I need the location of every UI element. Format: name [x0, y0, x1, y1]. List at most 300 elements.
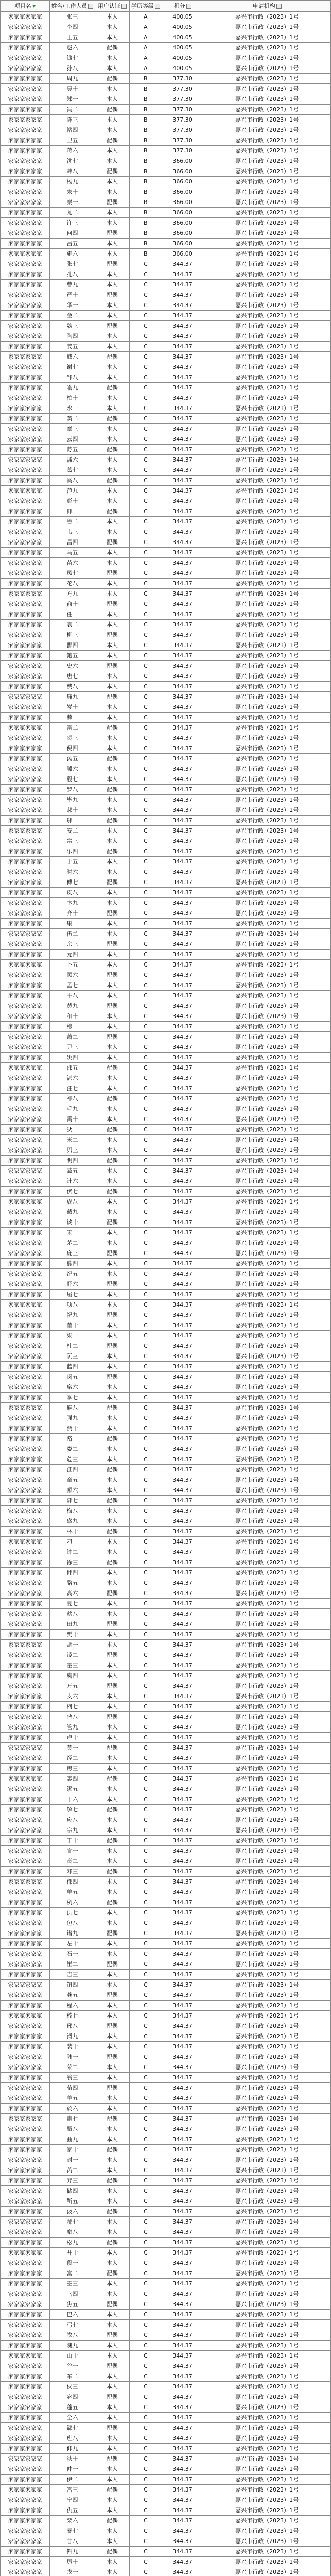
table-row[interactable] [1, 1403, 331, 1413]
table-cell[interactable]: C [129, 2207, 162, 2217]
table-cell[interactable]: 嘉兴市行政（2023）1号 [203, 465, 331, 476]
table-cell[interactable]: 家家家家家家 [1, 1784, 50, 1794]
table-cell[interactable]: 344.37 [162, 1197, 203, 1207]
table-cell[interactable]: 344.37 [162, 2361, 203, 2371]
table-cell[interactable]: C [129, 836, 162, 846]
table-cell[interactable]: 嘉兴市行政（2023）1号 [203, 1887, 331, 1897]
table-row[interactable] [1, 1588, 331, 1599]
table-cell[interactable]: 家家家家家家 [1, 1434, 50, 1444]
table-cell[interactable]: 本人 [95, 1671, 129, 1681]
table-cell[interactable]: 家家家家家家 [1, 1187, 50, 1197]
table-cell[interactable]: 嘉兴市行政（2023）1号 [203, 2495, 331, 2505]
table-cell[interactable]: 嘉兴市行政（2023）1号 [203, 599, 331, 609]
filter-icon[interactable] [88, 4, 93, 9]
table-row[interactable] [1, 177, 331, 187]
table-cell[interactable]: C [129, 1774, 162, 1784]
table-cell[interactable]: C [129, 1125, 162, 1135]
table-cell[interactable]: 嘉兴市行政（2023）1号 [203, 1588, 331, 1599]
table-cell[interactable]: 嘉兴市行政（2023）1号 [203, 991, 331, 1001]
table-cell[interactable]: C [129, 1496, 162, 1506]
table-cell[interactable]: 344.37 [162, 269, 203, 280]
table-cell[interactable]: 本人 [95, 331, 129, 342]
table-cell[interactable]: 344.37 [162, 1372, 203, 1382]
table-cell[interactable]: A [129, 22, 162, 32]
table-cell[interactable]: 家家家家家家 [1, 2073, 50, 2083]
table-cell[interactable]: 嘉兴市行政（2023）1号 [203, 671, 331, 682]
table-cell[interactable]: 家家家家家家 [1, 1537, 50, 1547]
table-cell[interactable]: 家家家家家家 [1, 1527, 50, 1537]
table-cell[interactable]: 本人 [95, 1073, 129, 1083]
table-cell[interactable]: 本人 [95, 733, 129, 743]
table-cell[interactable]: 家家家家家家 [1, 352, 50, 362]
table-cell[interactable]: 吴十 [50, 84, 95, 94]
table-cell[interactable]: 应八 [50, 1815, 95, 1825]
table-row[interactable] [1, 2526, 331, 2536]
table-cell[interactable]: 费八 [50, 682, 95, 692]
table-row[interactable] [1, 877, 331, 888]
table-cell[interactable]: 本人 [95, 1856, 129, 1867]
table-row[interactable] [1, 692, 331, 702]
table-cell[interactable]: C [129, 414, 162, 424]
table-cell[interactable]: 嘉兴市行政（2023）1号 [203, 2083, 331, 2093]
table-row[interactable] [1, 2268, 331, 2279]
table-cell[interactable]: 本人 [95, 1238, 129, 1248]
table-cell[interactable]: 本人 [95, 94, 129, 105]
table-row[interactable] [1, 1712, 331, 1722]
table-cell[interactable]: 谢七 [50, 362, 95, 372]
table-cell[interactable]: 344.37 [162, 816, 203, 826]
table-cell[interactable]: 家家家家家家 [1, 1640, 50, 1650]
table-cell[interactable]: C [129, 2268, 162, 2279]
table-cell[interactable]: 家家家家家家 [1, 692, 50, 702]
table-cell[interactable]: A [129, 12, 162, 22]
table-cell[interactable]: 家家家家家家 [1, 2341, 50, 2351]
table-cell[interactable]: 余三 [50, 939, 95, 950]
table-cell[interactable]: 本人 [95, 1691, 129, 1702]
table-cell[interactable]: 344.37 [162, 1207, 203, 1217]
table-cell[interactable]: 陆一 [50, 2052, 95, 2062]
table-cell[interactable]: 段一 [50, 2258, 95, 2268]
table-cell[interactable]: 本人 [95, 2248, 129, 2258]
table-cell[interactable]: 344.37 [162, 950, 203, 960]
table-cell[interactable]: 嘉兴市行政（2023）1号 [203, 2062, 331, 2073]
table-cell[interactable]: C [129, 1382, 162, 1393]
table-cell[interactable]: C [129, 1187, 162, 1197]
table-row[interactable] [1, 300, 331, 311]
table-cell[interactable]: C [129, 713, 162, 723]
table-cell[interactable]: 殷七 [50, 774, 95, 785]
table-cell[interactable]: 羊五 [50, 2093, 95, 2104]
table-cell[interactable]: 嘉兴市行政（2023）1号 [203, 1197, 331, 1207]
table-cell[interactable]: 本人 [95, 2567, 129, 2576]
table-cell[interactable]: 本人 [95, 795, 129, 805]
table-cell[interactable]: 344.37 [162, 1351, 203, 1362]
table-row[interactable] [1, 1217, 331, 1228]
table-cell[interactable]: 嘉兴市行政（2023）1号 [203, 63, 331, 74]
table-cell[interactable]: 嘉兴市行政（2023）1号 [203, 2093, 331, 2104]
table-cell[interactable]: 本人 [95, 1485, 129, 1496]
table-cell[interactable]: 家家家家家家 [1, 640, 50, 651]
table-cell[interactable]: 昌四 [50, 537, 95, 548]
table-cell[interactable]: 吕五 [50, 239, 95, 249]
table-row[interactable] [1, 1125, 331, 1135]
table-cell[interactable]: 家家家家家家 [1, 1403, 50, 1413]
table-cell[interactable]: 366.00 [162, 218, 203, 228]
table-cell[interactable]: 配偶 [95, 1743, 129, 1753]
table-cell[interactable]: C [129, 754, 162, 764]
table-cell[interactable]: 家家家家家家 [1, 455, 50, 465]
table-cell[interactable]: C [129, 1619, 162, 1630]
table-cell[interactable]: 家家家家家家 [1, 702, 50, 713]
table-cell[interactable]: C [129, 2227, 162, 2238]
table-cell[interactable]: 嘉兴市行政（2023）1号 [203, 919, 331, 929]
table-cell[interactable]: 344.37 [162, 1506, 203, 1516]
table-cell[interactable]: 家家家家家家 [1, 1619, 50, 1630]
table-cell[interactable]: 家家家家家家 [1, 2361, 50, 2371]
table-cell[interactable]: 家家家家家家 [1, 723, 50, 733]
table-cell[interactable]: 377.30 [162, 74, 203, 84]
table-cell[interactable]: 嘉兴市行政（2023）1号 [203, 1619, 331, 1630]
table-cell[interactable]: C [129, 2547, 162, 2557]
table-cell[interactable]: 本人 [95, 2165, 129, 2176]
table-cell[interactable]: 366.00 [162, 249, 203, 259]
table-cell[interactable]: 嘉兴市行政（2023）1号 [203, 774, 331, 785]
table-cell[interactable]: 344.37 [162, 2433, 203, 2444]
table-cell[interactable]: 344.37 [162, 1990, 203, 2001]
table-row[interactable] [1, 846, 331, 857]
table-cell[interactable]: 夏七 [50, 1599, 95, 1609]
table-cell[interactable]: 嘉兴市行政（2023）1号 [203, 2155, 331, 2165]
table-cell[interactable]: 嘉兴市行政（2023）1号 [203, 2031, 331, 2042]
table-cell[interactable]: 家家家家家家 [1, 403, 50, 414]
table-cell[interactable]: 配偶 [95, 1217, 129, 1228]
table-cell[interactable]: 344.37 [162, 362, 203, 372]
table-cell[interactable]: 家家家家家家 [1, 1568, 50, 1578]
table-cell[interactable]: 嘉兴市行政（2023）1号 [203, 558, 331, 568]
table-cell[interactable]: 配偶 [95, 1527, 129, 1537]
table-cell[interactable]: 嘉兴市行政（2023）1号 [203, 362, 331, 372]
table-cell[interactable]: 鲁二 [50, 517, 95, 527]
table-cell[interactable]: 本人 [95, 2557, 129, 2567]
table-cell[interactable]: 林十 [50, 1527, 95, 1537]
table-cell[interactable]: 家家家家家家 [1, 1022, 50, 1032]
table-cell[interactable]: C [129, 1094, 162, 1104]
table-row[interactable] [1, 733, 331, 743]
table-cell[interactable]: 配偶 [95, 383, 129, 393]
table-row[interactable] [1, 2382, 331, 2392]
table-row[interactable] [1, 1444, 331, 1454]
table-cell[interactable]: 嘉兴市行政（2023）1号 [203, 383, 331, 393]
table-cell[interactable]: 344.37 [162, 1465, 203, 1475]
table-cell[interactable]: 家家家家家家 [1, 1207, 50, 1217]
table-cell[interactable]: 栾六 [50, 2516, 95, 2526]
table-cell[interactable]: 344.37 [162, 2165, 203, 2176]
table-row[interactable] [1, 970, 331, 980]
table-cell[interactable]: B [129, 74, 162, 84]
table-cell[interactable]: 嘉兴市行政（2023）1号 [203, 1928, 331, 1939]
table-cell[interactable]: C [129, 1815, 162, 1825]
table-cell[interactable]: 萧二 [50, 1032, 95, 1042]
table-cell[interactable]: 配偶 [95, 1341, 129, 1351]
table-cell[interactable]: 嘉兴市行政（2023）1号 [203, 1527, 331, 1537]
table-row[interactable] [1, 352, 331, 362]
table-cell[interactable]: C [129, 2124, 162, 2134]
table-cell[interactable]: 344.37 [162, 1042, 203, 1053]
table-cell[interactable]: 嘉兴市行政（2023）1号 [203, 1609, 331, 1619]
table-cell[interactable]: 本人 [95, 548, 129, 558]
table-row[interactable] [1, 424, 331, 434]
table-cell[interactable]: 家家家家家家 [1, 2299, 50, 2310]
table-cell[interactable]: 家家家家家家 [1, 187, 50, 197]
table-cell[interactable]: 伊二 [50, 2475, 95, 2485]
table-cell[interactable]: 344.37 [162, 2526, 203, 2536]
table-cell[interactable]: 本人 [95, 2536, 129, 2547]
table-cell[interactable]: 家家家家家家 [1, 2536, 50, 2547]
table-cell[interactable]: 344.37 [162, 1774, 203, 1784]
table-cell[interactable]: 湛六 [50, 1073, 95, 1083]
table-cell[interactable]: 嘉兴市行政（2023）1号 [203, 1496, 331, 1506]
table-cell[interactable]: 344.37 [162, 321, 203, 331]
table-cell[interactable]: 家家家家家家 [1, 2279, 50, 2289]
table-cell[interactable]: 嘉兴市行政（2023）1号 [203, 311, 331, 321]
table-cell[interactable]: 344.37 [162, 1083, 203, 1094]
table-row[interactable] [1, 218, 331, 228]
table-cell[interactable]: C [129, 1939, 162, 1949]
table-cell[interactable]: 嘉兴市行政（2023）1号 [203, 620, 331, 630]
table-cell[interactable]: 陈三 [50, 115, 95, 125]
table-cell[interactable]: 344.37 [162, 2114, 203, 2124]
table-cell[interactable]: 嘉兴市行政（2023）1号 [203, 1825, 331, 1836]
table-cell[interactable]: 344.37 [162, 1423, 203, 1434]
table-cell[interactable]: C [129, 2083, 162, 2093]
table-cell[interactable]: 嘉兴市行政（2023）1号 [203, 2485, 331, 2495]
table-cell[interactable]: 366.00 [162, 239, 203, 249]
table-cell[interactable]: C [129, 1217, 162, 1228]
table-cell[interactable]: 暴七 [50, 2526, 95, 2536]
table-cell[interactable]: C [129, 692, 162, 702]
table-cell[interactable]: 家家家家家家 [1, 1764, 50, 1774]
table-cell[interactable]: 家家家家家家 [1, 2217, 50, 2227]
table-cell[interactable]: 嘉兴市行政（2023）1号 [203, 496, 331, 506]
table-row[interactable] [1, 1053, 331, 1063]
table-row[interactable] [1, 2485, 331, 2495]
table-cell[interactable]: 家家家家家家 [1, 867, 50, 877]
table-cell[interactable]: 嘉兴市行政（2023）1号 [203, 22, 331, 32]
table-cell[interactable]: 本人 [95, 403, 129, 414]
table-cell[interactable]: 嘉兴市行政（2023）1号 [203, 527, 331, 537]
table-cell[interactable]: C [129, 1918, 162, 1928]
table-cell[interactable]: 配偶 [95, 816, 129, 826]
table-cell[interactable]: 344.37 [162, 1496, 203, 1506]
table-cell[interactable]: 配偶 [95, 1836, 129, 1846]
table-cell[interactable]: 嘉兴市行政（2023）1号 [203, 1764, 331, 1774]
table-cell[interactable]: 344.37 [162, 857, 203, 867]
table-cell[interactable]: 嘉兴市行政（2023）1号 [203, 2196, 331, 2207]
table-cell[interactable]: 尹三 [50, 1042, 95, 1053]
table-cell[interactable]: C [129, 1949, 162, 1959]
table-cell[interactable]: 董十 [50, 1320, 95, 1331]
table-cell[interactable]: 本人 [95, 682, 129, 692]
table-cell[interactable]: 本人 [95, 311, 129, 321]
table-cell[interactable]: 卫五 [50, 135, 95, 146]
table-cell[interactable]: 龚五 [50, 1990, 95, 2001]
table-row[interactable] [1, 1856, 331, 1867]
table-cell[interactable]: 377.30 [162, 115, 203, 125]
table-cell[interactable]: 嘉兴市行政（2023）1号 [203, 94, 331, 105]
table-cell[interactable]: 家家家家家家 [1, 32, 50, 43]
table-cell[interactable]: 家家家家家家 [1, 1660, 50, 1671]
table-cell[interactable]: 本人 [95, 2433, 129, 2444]
table-row[interactable] [1, 2505, 331, 2516]
table-cell[interactable]: C [129, 1547, 162, 1557]
table-cell[interactable]: 家家家家家家 [1, 754, 50, 764]
table-cell[interactable]: 344.37 [162, 259, 203, 269]
table-cell[interactable]: C [129, 1042, 162, 1053]
table-cell[interactable]: 家家家家家家 [1, 620, 50, 630]
table-cell[interactable]: 缪五 [50, 1784, 95, 1794]
table-cell[interactable]: C [129, 1331, 162, 1341]
table-cell[interactable]: 霍三 [50, 1660, 95, 1671]
table-cell[interactable]: 344.37 [162, 2083, 203, 2093]
table-cell[interactable]: 嘉兴市行政（2023）1号 [203, 754, 331, 764]
table-cell[interactable]: 家家家家家家 [1, 2351, 50, 2361]
table-cell[interactable]: 支六 [50, 1691, 95, 1702]
table-cell[interactable]: 家家家家家家 [1, 2155, 50, 2165]
table-cell[interactable]: 常三 [50, 836, 95, 846]
table-row[interactable] [1, 1527, 331, 1537]
table-cell[interactable]: 顾六 [50, 970, 95, 980]
table-cell[interactable]: 家家家家家家 [1, 1362, 50, 1372]
table-cell[interactable]: 家家家家家家 [1, 1609, 50, 1619]
table-cell[interactable]: 汲六 [50, 2207, 95, 2217]
table-cell[interactable]: 嘉兴市行政（2023）1号 [203, 1568, 331, 1578]
table-cell[interactable]: C [129, 372, 162, 383]
table-cell[interactable]: 344.37 [162, 1238, 203, 1248]
table-cell[interactable]: 嘉兴市行政（2023）1号 [203, 568, 331, 579]
table-cell[interactable]: 本人 [95, 2371, 129, 2382]
table-cell[interactable]: C [129, 960, 162, 970]
table-cell[interactable]: 巫三 [50, 2279, 95, 2289]
table-cell[interactable]: 嘉兴市行政（2023）1号 [203, 32, 331, 43]
table-cell[interactable]: 宣一 [50, 1846, 95, 1856]
table-cell[interactable]: C [129, 568, 162, 579]
table-cell[interactable]: 344.37 [162, 383, 203, 393]
table-row[interactable] [1, 1650, 331, 1660]
table-cell[interactable]: 344.37 [162, 702, 203, 713]
table-row[interactable] [1, 1496, 331, 1506]
table-cell[interactable]: C [129, 321, 162, 331]
table-cell[interactable]: 蒋六 [50, 146, 95, 156]
table-cell[interactable]: 344.37 [162, 764, 203, 774]
table-cell[interactable]: 配偶 [95, 228, 129, 239]
table-cell[interactable]: 344.37 [162, 1434, 203, 1444]
table-row[interactable] [1, 929, 331, 939]
table-cell[interactable]: 本人 [95, 1949, 129, 1959]
table-cell[interactable]: 嘉兴市行政（2023）1号 [203, 1217, 331, 1228]
table-row[interactable] [1, 22, 331, 32]
table-cell[interactable]: 本人 [95, 342, 129, 352]
table-cell[interactable]: 苏五 [50, 445, 95, 455]
table-cell[interactable]: 酆四 [50, 640, 95, 651]
table-cell[interactable]: 祁八 [50, 1094, 95, 1104]
table-cell[interactable]: 家家家家家家 [1, 888, 50, 898]
table-cell[interactable]: 骆五 [50, 1578, 95, 1588]
table-cell[interactable]: 家家家家家家 [1, 1496, 50, 1506]
table-cell[interactable]: 配偶 [95, 1928, 129, 1939]
table-cell[interactable]: 家家家家家家 [1, 2062, 50, 2073]
table-cell[interactable]: 嘉兴市行政（2023）1号 [203, 1805, 331, 1815]
table-row[interactable] [1, 2124, 331, 2134]
table-cell[interactable]: 本人 [95, 2011, 129, 2021]
table-cell[interactable]: 嘉兴市行政（2023）1号 [203, 1248, 331, 1259]
table-row[interactable] [1, 414, 331, 424]
table-cell[interactable]: 家家家家家家 [1, 135, 50, 146]
table-cell[interactable]: 344.37 [162, 991, 203, 1001]
table-cell[interactable]: C [129, 1413, 162, 1423]
table-cell[interactable]: C [129, 1104, 162, 1114]
table-row[interactable] [1, 63, 331, 74]
table-cell[interactable]: 嘉兴市行政（2023）1号 [203, 2371, 331, 2382]
table-cell[interactable]: C [129, 2526, 162, 2536]
table-cell[interactable]: 嘉兴市行政（2023）1号 [203, 1578, 331, 1588]
table-cell[interactable]: 本人 [95, 2134, 129, 2145]
table-cell[interactable]: C [129, 661, 162, 671]
table-cell[interactable]: 家家家家家家 [1, 476, 50, 486]
table-cell[interactable]: C [129, 2444, 162, 2454]
table-cell[interactable]: 邱四 [50, 1568, 95, 1578]
table-cell[interactable]: 嘉兴市行政（2023）1号 [203, 187, 331, 197]
table-cell[interactable]: C [129, 2505, 162, 2516]
table-cell[interactable]: 嘉兴市行政（2023）1号 [203, 743, 331, 754]
table-cell[interactable]: 嘉兴市行政（2023）1号 [203, 2227, 331, 2238]
table-cell[interactable]: C [129, 1712, 162, 1722]
table-cell[interactable]: 封一 [50, 2155, 95, 2165]
table-cell[interactable]: 计六 [50, 1176, 95, 1187]
table-cell[interactable]: 本人 [95, 63, 129, 74]
table-cell[interactable]: 家家家家家家 [1, 2505, 50, 2516]
table-cell[interactable]: 家家家家家家 [1, 63, 50, 74]
table-row[interactable] [1, 506, 331, 517]
table-cell[interactable]: 家家家家家家 [1, 1444, 50, 1454]
table-cell[interactable]: 郁四 [50, 1877, 95, 1887]
table-cell[interactable]: 嘉兴市行政（2023）1号 [203, 2001, 331, 2011]
table-cell[interactable]: C [129, 579, 162, 589]
table-cell[interactable]: 邓三 [50, 1867, 95, 1877]
table-cell[interactable]: 嘉兴市行政（2023）1号 [203, 414, 331, 424]
table-cell[interactable]: 配偶 [95, 1248, 129, 1259]
table-cell[interactable]: C [129, 2464, 162, 2475]
table-cell[interactable]: C [129, 1537, 162, 1547]
table-row[interactable] [1, 774, 331, 785]
table-cell[interactable]: 344.37 [162, 548, 203, 558]
table-cell[interactable]: 本人 [95, 1568, 129, 1578]
table-cell[interactable]: 家家家家家家 [1, 1856, 50, 1867]
table-cell[interactable]: 本人 [95, 1423, 129, 1434]
table-cell[interactable]: 344.37 [162, 342, 203, 352]
table-cell[interactable]: 配偶 [95, 2423, 129, 2433]
table-row[interactable] [1, 2155, 331, 2165]
table-row[interactable] [1, 1980, 331, 1990]
table-cell[interactable]: 嘉兴市行政（2023）1号 [203, 1073, 331, 1083]
table-cell[interactable]: 嘉兴市行政（2023）1号 [203, 1877, 331, 1887]
table-cell[interactable]: 家家家家家家 [1, 1908, 50, 1918]
table-cell[interactable]: 本人 [95, 362, 129, 372]
table-row[interactable] [1, 785, 331, 795]
table-cell[interactable]: 家家家家家家 [1, 682, 50, 692]
table-cell[interactable]: C [129, 1887, 162, 1897]
table-cell[interactable]: C [129, 2567, 162, 2576]
table-cell[interactable]: 家家家家家家 [1, 795, 50, 805]
